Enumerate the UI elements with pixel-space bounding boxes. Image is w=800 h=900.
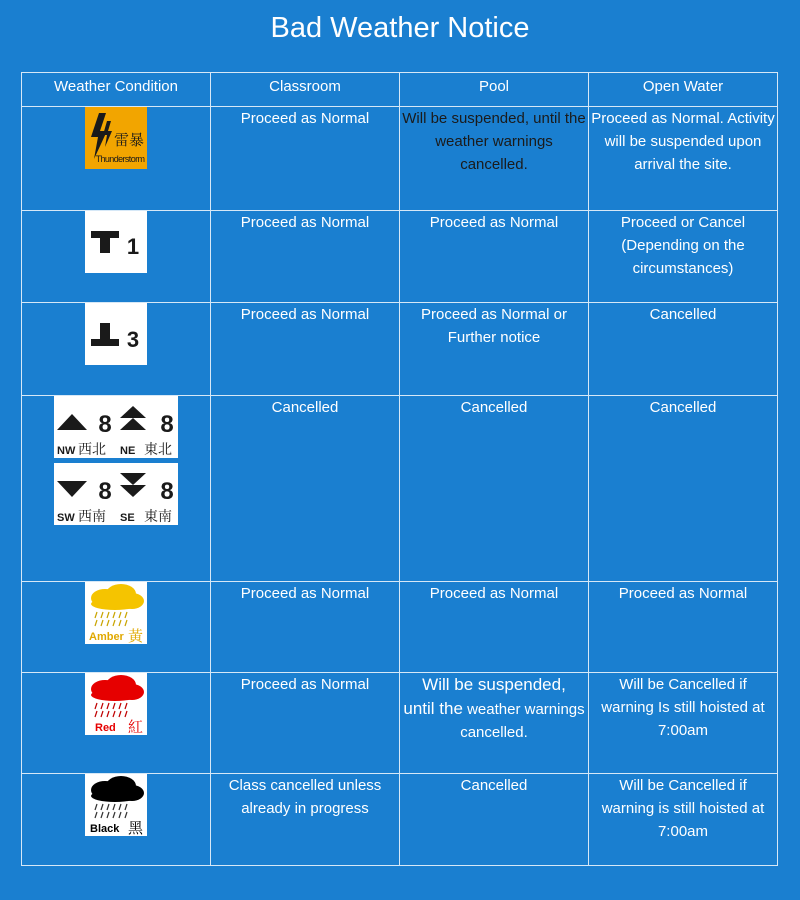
open-water-cell: Cancelled [589,396,778,582]
table-row [22,582,778,673]
weather-condition-cell [22,673,211,774]
table-row [22,211,778,303]
svg-text:西北: 西北 [78,442,106,458]
svg-text:NW: NW [57,445,76,457]
open-water-cell: Cancelled [589,303,778,396]
pool-cell: Will be suspended, until the weather warnings cancelled. [400,107,589,211]
open-water-cell: Will be Cancelled if warning is still hoisted at 7:00am [589,774,778,866]
table-header-row [22,73,778,107]
classroom-cell: Class cancelled unless already in progress [211,774,400,866]
table-row [22,396,778,582]
thunderstorm-warning-icon [85,107,147,169]
classroom-cell: Proceed as Normal [211,673,400,774]
weather-condition-cell [22,396,211,582]
typhoon-signal-1-icon [85,211,147,273]
weather-condition-cell [22,582,211,673]
svg-text:8: 8 [98,478,112,505]
svg-text:SW: SW [57,512,75,524]
classroom-cell: Proceed as Normal [211,303,400,396]
header-classroom: Classroom [211,73,400,107]
svg-text:8: 8 [98,411,112,438]
signal-number: 1 [126,234,140,259]
header-pool: Pool [400,73,589,107]
pool-text-part: until the [403,699,463,718]
svg-text:黃: 黃 [128,627,144,644]
thunderstorm-cn-label: 雷暴 [113,131,145,149]
pool-cell [400,673,589,774]
svg-text:西南: 西南 [78,509,106,525]
open-water-cell: Will be Cancelled if warning Is still hoisted at 7:00am [589,673,778,774]
black-rainstorm-icon [85,774,147,836]
weather-condition-cell [22,211,211,303]
header-open-water: Open Water [589,73,778,107]
svg-text:Red: Red [95,722,116,734]
table-row [22,673,778,774]
weather-condition-cell [22,303,211,396]
classroom-cell: Proceed as Normal [211,211,400,303]
weather-table [21,72,778,866]
amber-rainstorm-icon [85,582,147,644]
pool-text-part: Will be suspended, [422,675,566,694]
thunderstorm-en-label: Thunderstorm [95,154,145,164]
open-water-cell: Proceed or Cancel (Depending on the circumstances) [589,211,778,303]
weather-condition-cell [22,774,211,866]
svg-text:NE: NE [120,445,136,457]
classroom-cell: Proceed as Normal [211,582,400,673]
svg-text:Amber: Amber [89,631,124,643]
classroom-cell: Cancelled [211,396,400,582]
pool-cell: Proceed as Normal [400,582,589,673]
svg-text:東南: 東南 [144,509,172,525]
typhoon-signal-3-icon [85,303,147,365]
pool-cell: Proceed as Normal [400,211,589,303]
page-title: Bad Weather Notice [270,12,530,44]
open-water-cell: Proceed as Normal. Activity will be suspended upon arrival the site. [589,107,778,211]
svg-text:SE: SE [120,512,135,524]
svg-text:東北: 東北 [144,442,172,458]
table-row [22,774,778,866]
svg-text:8: 8 [160,411,174,438]
table-row [22,107,778,211]
red-rainstorm-icon [85,673,147,735]
svg-text:Black: Black [90,823,120,835]
typhoon-signal-8-north-icon [54,396,178,458]
pool-cell: Cancelled [400,396,589,582]
weather-condition-cell [22,107,211,211]
svg-text:紅: 紅 [128,718,144,735]
header-weather-condition: Weather Condition [22,73,211,107]
classroom-cell: Proceed as Normal [211,107,400,211]
pool-cell: Cancelled [400,774,589,866]
pool-text-part: weather warnings cancelled. [460,701,585,741]
svg-text:黑: 黑 [128,819,144,836]
signal-number: 3 [126,327,140,352]
svg-text:8: 8 [160,478,174,505]
open-water-cell: Proceed as Normal [589,582,778,673]
typhoon-signal-8-south-icon [54,463,178,525]
pool-cell: Proceed as Normal or Further notice [400,303,589,396]
table-row [22,303,778,396]
